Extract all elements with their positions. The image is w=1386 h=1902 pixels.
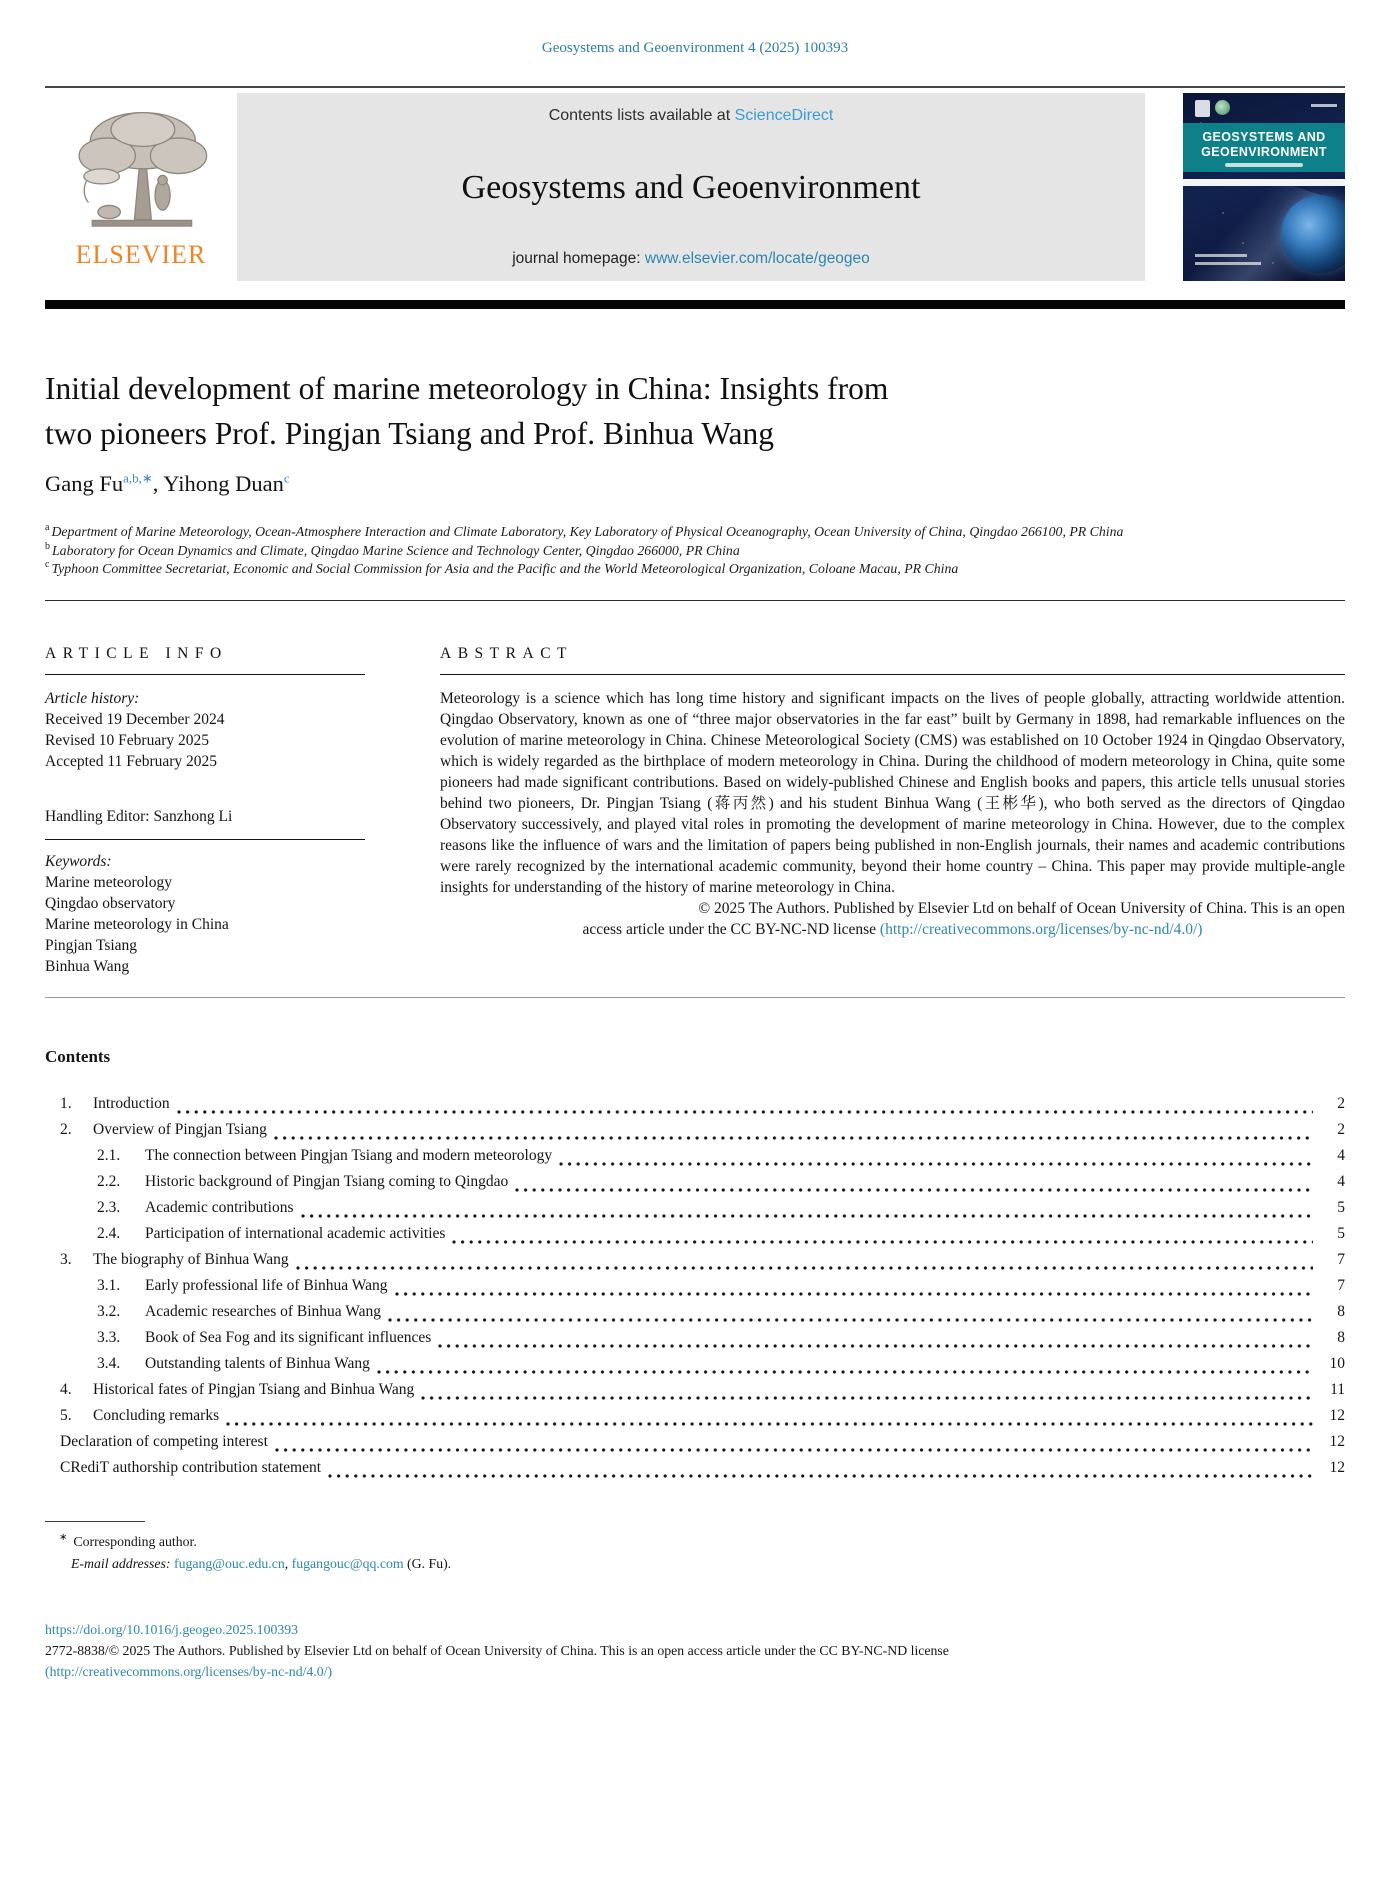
article-title	[45, 366, 1345, 456]
abstract-rule	[440, 674, 1345, 675]
email-label: E-mail addresses:	[71, 1555, 171, 1571]
toc-page: 12	[1329, 1458, 1345, 1476]
cover-earth-image	[1281, 195, 1345, 273]
toc-page: 2	[1337, 1120, 1345, 1138]
corresponding-author-note	[45, 1531, 1345, 1553]
toc-num: 3.4.	[97, 1354, 121, 1372]
toc-leader	[275, 1440, 1313, 1455]
toc-page: 4	[1337, 1172, 1345, 1190]
toc-leader	[274, 1128, 1313, 1143]
cover-volume-strip	[1183, 179, 1345, 186]
toc-leader	[452, 1232, 1313, 1247]
abstract-license-text: access article under the CC BY-NC-ND license	[582, 920, 880, 938]
toc-item[interactable]	[60, 1091, 1345, 1117]
toc-page: 2	[1337, 1094, 1345, 1112]
toc-label: Early professional life of Binhua Wang	[145, 1276, 388, 1294]
keyword-item: Marine meteorology in China	[45, 915, 229, 933]
toc-label: Participation of international academic activities	[145, 1224, 446, 1242]
toc-leader	[559, 1154, 1313, 1169]
toc-page: 12	[1329, 1432, 1345, 1450]
toc-label: Concluding remarks	[93, 1406, 220, 1424]
article-info-heading: ARTICLE INFO	[45, 644, 228, 662]
toc-page: 11	[1330, 1380, 1345, 1398]
toc-leader	[296, 1258, 1313, 1273]
authors-line	[45, 471, 1345, 497]
divider-above-contents	[45, 997, 1345, 998]
author-affil-sup-1[interactable]: a,b,∗	[123, 470, 153, 486]
toc-num: 3.2.	[97, 1302, 121, 1320]
toc-item[interactable]	[60, 1143, 1345, 1169]
abstract-copyright-line2	[440, 919, 1345, 940]
toc-page: 8	[1337, 1302, 1345, 1320]
toc-num: 4.	[60, 1380, 72, 1398]
toc-label: Academic contributions	[145, 1198, 294, 1216]
toc-item[interactable]	[60, 1325, 1345, 1351]
toc-page: 4	[1337, 1146, 1345, 1164]
toc-leader	[438, 1336, 1313, 1351]
toc-leader	[515, 1180, 1313, 1195]
cover-title-line2: GEOENVIRONMENT	[1201, 145, 1327, 159]
header-black-divider	[45, 300, 1345, 309]
homepage-link[interactable]: www.elsevier.com/locate/geogeo	[644, 250, 870, 267]
toc-item[interactable]	[60, 1403, 1345, 1429]
article-title-line2: two pioneers Prof. Pingjan Tsiang and Prof. Binhua Wang	[45, 416, 775, 451]
toc-num: 2.4.	[97, 1224, 121, 1242]
affiliation	[45, 523, 1345, 542]
affiliation-text: Laboratory for Ocean Dynamics and Climate, Qingdao Marine Science and Technology Center, Qingdao 266000, PR China	[52, 542, 740, 558]
table-of-contents	[60, 1091, 1345, 1481]
toc-label: Declaration of competing interest	[60, 1432, 268, 1450]
toc-num: 1.	[60, 1094, 72, 1112]
toc-label: Academic researches of Binhua Wang	[145, 1302, 382, 1320]
cover-title-line1: GEOSYSTEMS AND	[1202, 130, 1326, 144]
journal-title: Geosystems and Geoenvironment	[461, 168, 921, 206]
toc-label: Outstanding talents of Binhua Wang	[145, 1354, 370, 1372]
handling-editor-line: Handling Editor: Sanzhong Li	[45, 807, 233, 825]
toc-num: 2.2.	[97, 1172, 121, 1190]
toc-leader	[388, 1310, 1313, 1325]
toc-label: The biography of Binhua Wang	[93, 1250, 289, 1268]
homepage-prefix: journal homepage:	[512, 250, 645, 267]
abstract-license-link[interactable]: (http://creativecommons.org/licenses/by-nc-nd/4.0/)	[879, 920, 1203, 938]
toc-label: The connection between Pingjan Tsiang and modern meteorology	[145, 1146, 553, 1164]
keywords-rule	[45, 839, 365, 840]
journal-homepage-line	[245, 250, 1137, 268]
keyword-item: Marine meteorology	[45, 873, 172, 891]
affiliation	[45, 560, 1345, 579]
journal-header	[45, 93, 1345, 281]
toc-leader	[395, 1284, 1313, 1299]
paper-first-page	[0, 40, 1386, 1682]
keyword-item: Qingdao observatory	[45, 894, 176, 912]
cover-issn-text	[1311, 104, 1337, 107]
contents-heading: Contents	[45, 1046, 111, 1066]
keyword-item: Pingjan Tsiang	[45, 936, 138, 954]
cover-globe-icon	[1215, 100, 1230, 115]
toc-page: 7	[1337, 1276, 1345, 1294]
article-history-list	[45, 709, 365, 772]
toc-label: CRediT authorship contribution statement	[60, 1458, 322, 1476]
email-suffix: (G. Fu).	[403, 1555, 452, 1571]
abstract-copyright-line1: © 2025 The Authors. Published by Elsevier Ltd on behalf of Ocean University of China. This is an open	[698, 899, 1345, 917]
cover-seal-icon	[1195, 100, 1210, 117]
corresponding-star: ∗	[59, 1531, 68, 1543]
toc-label: Introduction	[93, 1094, 170, 1112]
affiliations-list	[45, 523, 1345, 579]
toc-item[interactable]	[60, 1221, 1345, 1247]
history-item: Received 19 December 2024	[45, 710, 225, 728]
toc-item[interactable]	[60, 1377, 1345, 1403]
affiliation-sup: b	[45, 540, 50, 552]
toc-item[interactable]	[60, 1117, 1345, 1143]
issn-copyright-line: 2772-8838/© 2025 The Authors. Published by Elsevier Ltd on behalf of Ocean University of China. This is an open access article under the CC BY-NC-ND license	[45, 1642, 949, 1658]
toc-num: 3.1.	[97, 1276, 121, 1294]
email-link-2[interactable]: fugangouc@qq.com	[291, 1555, 404, 1571]
toc-leader	[421, 1388, 1313, 1403]
info-abstract-grid	[45, 645, 1345, 977]
journal-citation: Geosystems and Geoenvironment 4 (2025) 100393	[541, 40, 849, 56]
toc-leader	[177, 1102, 1313, 1117]
toc-page: 12	[1329, 1406, 1345, 1424]
history-item: Accepted 11 February 2025	[45, 752, 218, 770]
cover-publisher-text	[1195, 254, 1247, 257]
toc-page: 5	[1337, 1224, 1345, 1242]
email-line	[71, 1553, 1345, 1575]
toc-page: 8	[1337, 1328, 1345, 1346]
top-divider	[45, 86, 1345, 88]
abstract-text: Meteorology is a science which has long time history and significant impacts on the lives of people globally, attracting worldwide attention. Qingdao Observatory, known as one of “three major observatories in the far east” built by Germany in 1898, had remarkable influences on the evolution of marine meteorology in China. Chinese Meteorological Society (CMS) was established on 10 October 1924 in Qingdao Observatory, which is widely regarded as the birthplace of modern meteorology in China. During the childhood of modern meteorology in China, quite some pioneers had made significant contributions. Based on widely-published Chinese and English books and papers, this article tells unusual stories behind two pioneers, Dr. Pingjan Tsiang (蒋丙然) and his student Binhua Wang (王彬华), who both served as the directors of Qingdao Observatory successively, and played vital roles in promoting the development of marine meteorology in China. However, due to the complex reasons like the influence of wars and the limitation of papers being published in non-English journals, their names and academic contributions were rarely recognized by the international academic community, beyond their home country – China. This paper may provide multiple-angle insights for understanding of the history of marine meteorology in China.	[440, 689, 1345, 896]
toc-num: 5.	[60, 1406, 72, 1424]
toc-item[interactable]	[60, 1299, 1345, 1325]
author-yihong-duan: Yihong Duan	[163, 471, 284, 496]
affiliation-sup: c	[45, 559, 50, 571]
affiliation-sup: a	[45, 522, 50, 534]
contents-lists-text: Contents lists available at	[548, 107, 735, 124]
toc-leader	[301, 1206, 1314, 1221]
keywords-list	[45, 872, 365, 977]
toc-leader	[377, 1362, 1313, 1377]
toc-label: Overview of Pingjan Tsiang	[93, 1120, 267, 1138]
article-history-label: Article history:	[45, 689, 140, 707]
affiliation	[45, 542, 1345, 561]
keyword-item: Binhua Wang	[45, 957, 130, 975]
abstract-column	[440, 645, 1345, 977]
toc-item[interactable]	[60, 1455, 1345, 1481]
footnote-block	[45, 1531, 1345, 1575]
toc-leader	[226, 1414, 1313, 1429]
toc-label: Historic background of Pingjan Tsiang coming to Qingdao	[145, 1172, 509, 1190]
toc-num: 2.1.	[97, 1146, 121, 1164]
toc-label: Book of Sea Fog and its significant influences	[145, 1328, 432, 1346]
toc-num: 2.	[60, 1120, 72, 1138]
article-title-line1: Initial development of marine meteorology in China: Insights from	[45, 371, 889, 406]
toc-item[interactable]	[60, 1247, 1345, 1273]
elsevier-wordmark: ELSEVIER	[75, 240, 207, 269]
toc-item[interactable]	[60, 1429, 1345, 1455]
abstract-heading: ABSTRACT	[440, 644, 574, 662]
toc-page: 5	[1337, 1198, 1345, 1216]
toc-page: 7	[1337, 1250, 1345, 1268]
author-affil-sup-2[interactable]: c	[283, 470, 290, 486]
keywords-label: Keywords:	[45, 852, 112, 870]
toc-item[interactable]	[60, 1273, 1345, 1299]
toc-label: Historical fates of Pingjan Tsiang and Binhua Wang	[93, 1380, 415, 1398]
license-link-footer[interactable]: (http://creativecommons.org/licenses/by-nc-nd/4.0/)	[45, 1663, 333, 1679]
journal-banner-box	[237, 93, 1145, 281]
author-separator: ,	[152, 471, 164, 496]
toc-num: 3.3.	[97, 1328, 121, 1346]
article-info-column	[45, 645, 365, 977]
email-link-1[interactable]: fugang@ouc.edu.cn	[173, 1555, 285, 1571]
toc-num: 2.3.	[97, 1198, 121, 1216]
journal-cover-thumbnail	[1183, 93, 1345, 281]
article-info-rule	[45, 674, 365, 675]
footnote-rule	[45, 1521, 145, 1522]
cover-laboratory-text	[1195, 262, 1261, 265]
toc-item[interactable]	[60, 1195, 1345, 1221]
affiliation-text: Department of Marine Meteorology, Ocean-Atmosphere Interaction and Climate Laboratory, Key Laboratory of Physical Oceanography, Ocean University of China, Qingdao 266100, PR China	[51, 524, 1124, 539]
toc-item[interactable]	[60, 1169, 1345, 1195]
doi-link[interactable]: https://doi.org/10.1016/j.geogeo.2025.100393	[45, 1621, 299, 1637]
elsevier-tree-icon	[66, 101, 216, 238]
toc-page: 10	[1329, 1354, 1345, 1372]
divider-above-info	[45, 600, 1345, 601]
cover-subtitle-text	[1225, 163, 1303, 167]
affiliation-text: Typhoon Committee Secretariat, Economic and Social Commission for Asia and the Pacific and the World Meteorological Organization, Coloane Macau, PR China	[51, 561, 959, 576]
email-separator: ,	[284, 1555, 292, 1571]
footer-block	[45, 1619, 1345, 1682]
author-gang-fu: Gang Fu	[45, 471, 124, 496]
toc-num: 3.	[60, 1250, 72, 1268]
cover-title-band	[1183, 123, 1345, 172]
history-item: Revised 10 February 2025	[45, 731, 210, 749]
toc-leader	[328, 1466, 1313, 1481]
sciencedirect-link[interactable]: ScienceDirect	[734, 107, 834, 124]
elsevier-logo-block	[45, 93, 237, 281]
corresponding-text: Corresponding author.	[73, 1533, 197, 1549]
contents-lists-line	[245, 107, 1137, 125]
toc-item[interactable]	[60, 1351, 1345, 1377]
